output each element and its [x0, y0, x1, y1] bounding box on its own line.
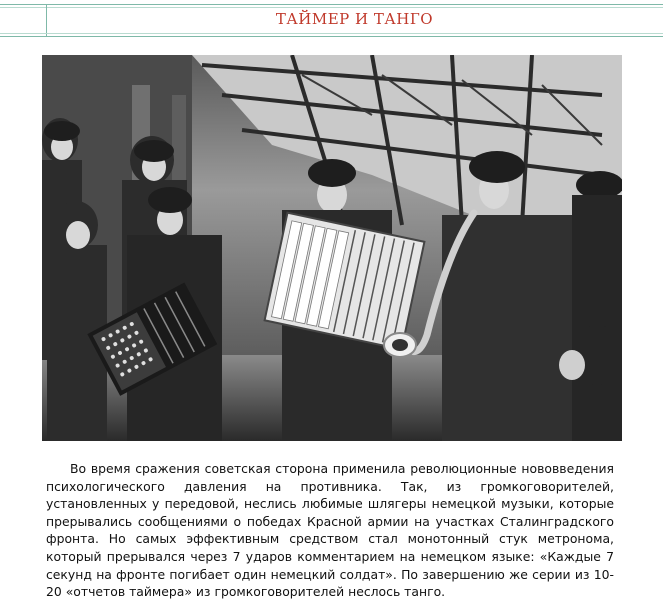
page-title: ТАЙМЕР И ТАНГО: [275, 10, 434, 28]
article-paragraph: Во время сражения советская сторона применила революционные нововведения психологического давления на противника. Так, из громкоговорителей, установленных у передовой, неслись любимые шлягеры немецкой музыки, которые прерывались сообщениями о победах Красной армии на участках Сталинградского фронта. Но самых эффективным средством стал монотонный стук метронома, который прерывался через 7 ударов комментарием на немецком языке: «Каждые 7 секунд на фронте погибает один немецкий солдат». По завершению же серии из 10-20 «отчетов таймера» из громкоговорителей неслось танго.: [46, 461, 614, 600]
header-rule-bottom: [0, 36, 663, 37]
section-header: [0, 4, 663, 37]
historical-photo: [42, 55, 622, 441]
photo-illustration: [42, 55, 622, 441]
header-rule-top-inner: [0, 7, 663, 8]
header-rule-bottom-inner: [0, 33, 663, 34]
header-rule-top: [0, 4, 663, 5]
